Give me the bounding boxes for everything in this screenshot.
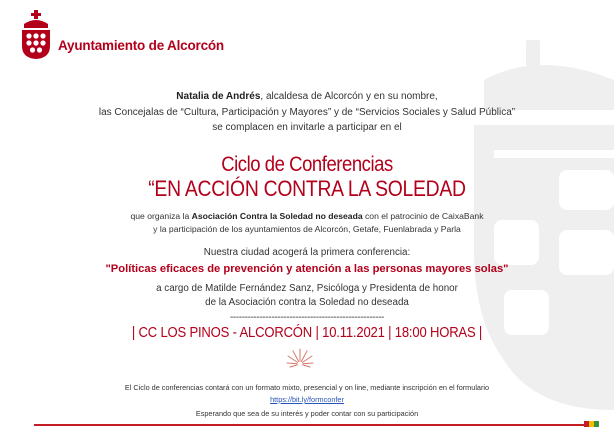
registration-link[interactable]: https://bit.ly/formconfer (270, 395, 344, 404)
bottom-rule (34, 424, 599, 426)
coat-of-arms-icon (20, 10, 52, 60)
intro-block (0, 89, 614, 136)
event-title-line-1: Ciclo de Conferencias (221, 153, 393, 176)
conference-title: "Políticas eficaces de prevención y atención a las personas mayores solas" (105, 263, 509, 275)
footer-note: El Ciclo de conferencias contará con un formato mixto, presencial y on line, mediante inscripción en el formulario (124, 383, 490, 392)
organizer-block (0, 210, 614, 235)
intro-line-1 (0, 89, 614, 105)
footer-wish: Esperando que sea de su interés y poder contar con su participación (195, 409, 419, 418)
flag-stripe (584, 421, 599, 427)
speaker-line-2: de la Asociación contra la Soledad no deseada (205, 297, 409, 308)
brand-name: Ayuntamiento de Alcorcón (58, 37, 224, 53)
divider-dashes: ---------------------------------------------------- (229, 312, 385, 323)
header-logo[interactable] (20, 10, 224, 60)
flag-green (594, 421, 599, 427)
intro-line-3: se complacen en invitarle a participar en el (212, 122, 402, 133)
conference-announcement: Nuestra ciudad acogerá la primera conferencia: (203, 247, 411, 258)
speaker-block (0, 282, 614, 310)
sunburst-icon (286, 346, 314, 368)
venue-date-time: | CC LOS PINOS - ALCORCÓN | 10.11.2021 | 18:00 HORAS | (131, 325, 483, 341)
event-title-line-2: “EN ACCIÓN CONTRA LA SOLEDAD (148, 176, 466, 201)
organizer-line-2: y la participación de los ayuntamientos de Alcorcón, Getafe, Fuenlabrada y Parla (153, 223, 461, 234)
intro-line-2: las Concejalas de “Cultura, Participación y Mayores” y de “Servicios Sociales y Salud Pública” (98, 106, 516, 118)
organizer-line-1 (0, 210, 614, 223)
mayor-name: Natalia de Andrés (176, 91, 261, 102)
speaker-line-1: a cargo de Matilde Fernández Sanz, Psicóloga y Presidenta de honor (156, 283, 458, 294)
intro-line-1-rest: , alcaldesa de Alcorcón y en su nombre, (260, 91, 438, 102)
organizer-suffix: con el patrocinio de CaixaBank (362, 211, 484, 221)
organizer-prefix: que organiza la (130, 211, 192, 221)
association-name: Asociación Contra la Soledad no deseada (191, 211, 363, 221)
